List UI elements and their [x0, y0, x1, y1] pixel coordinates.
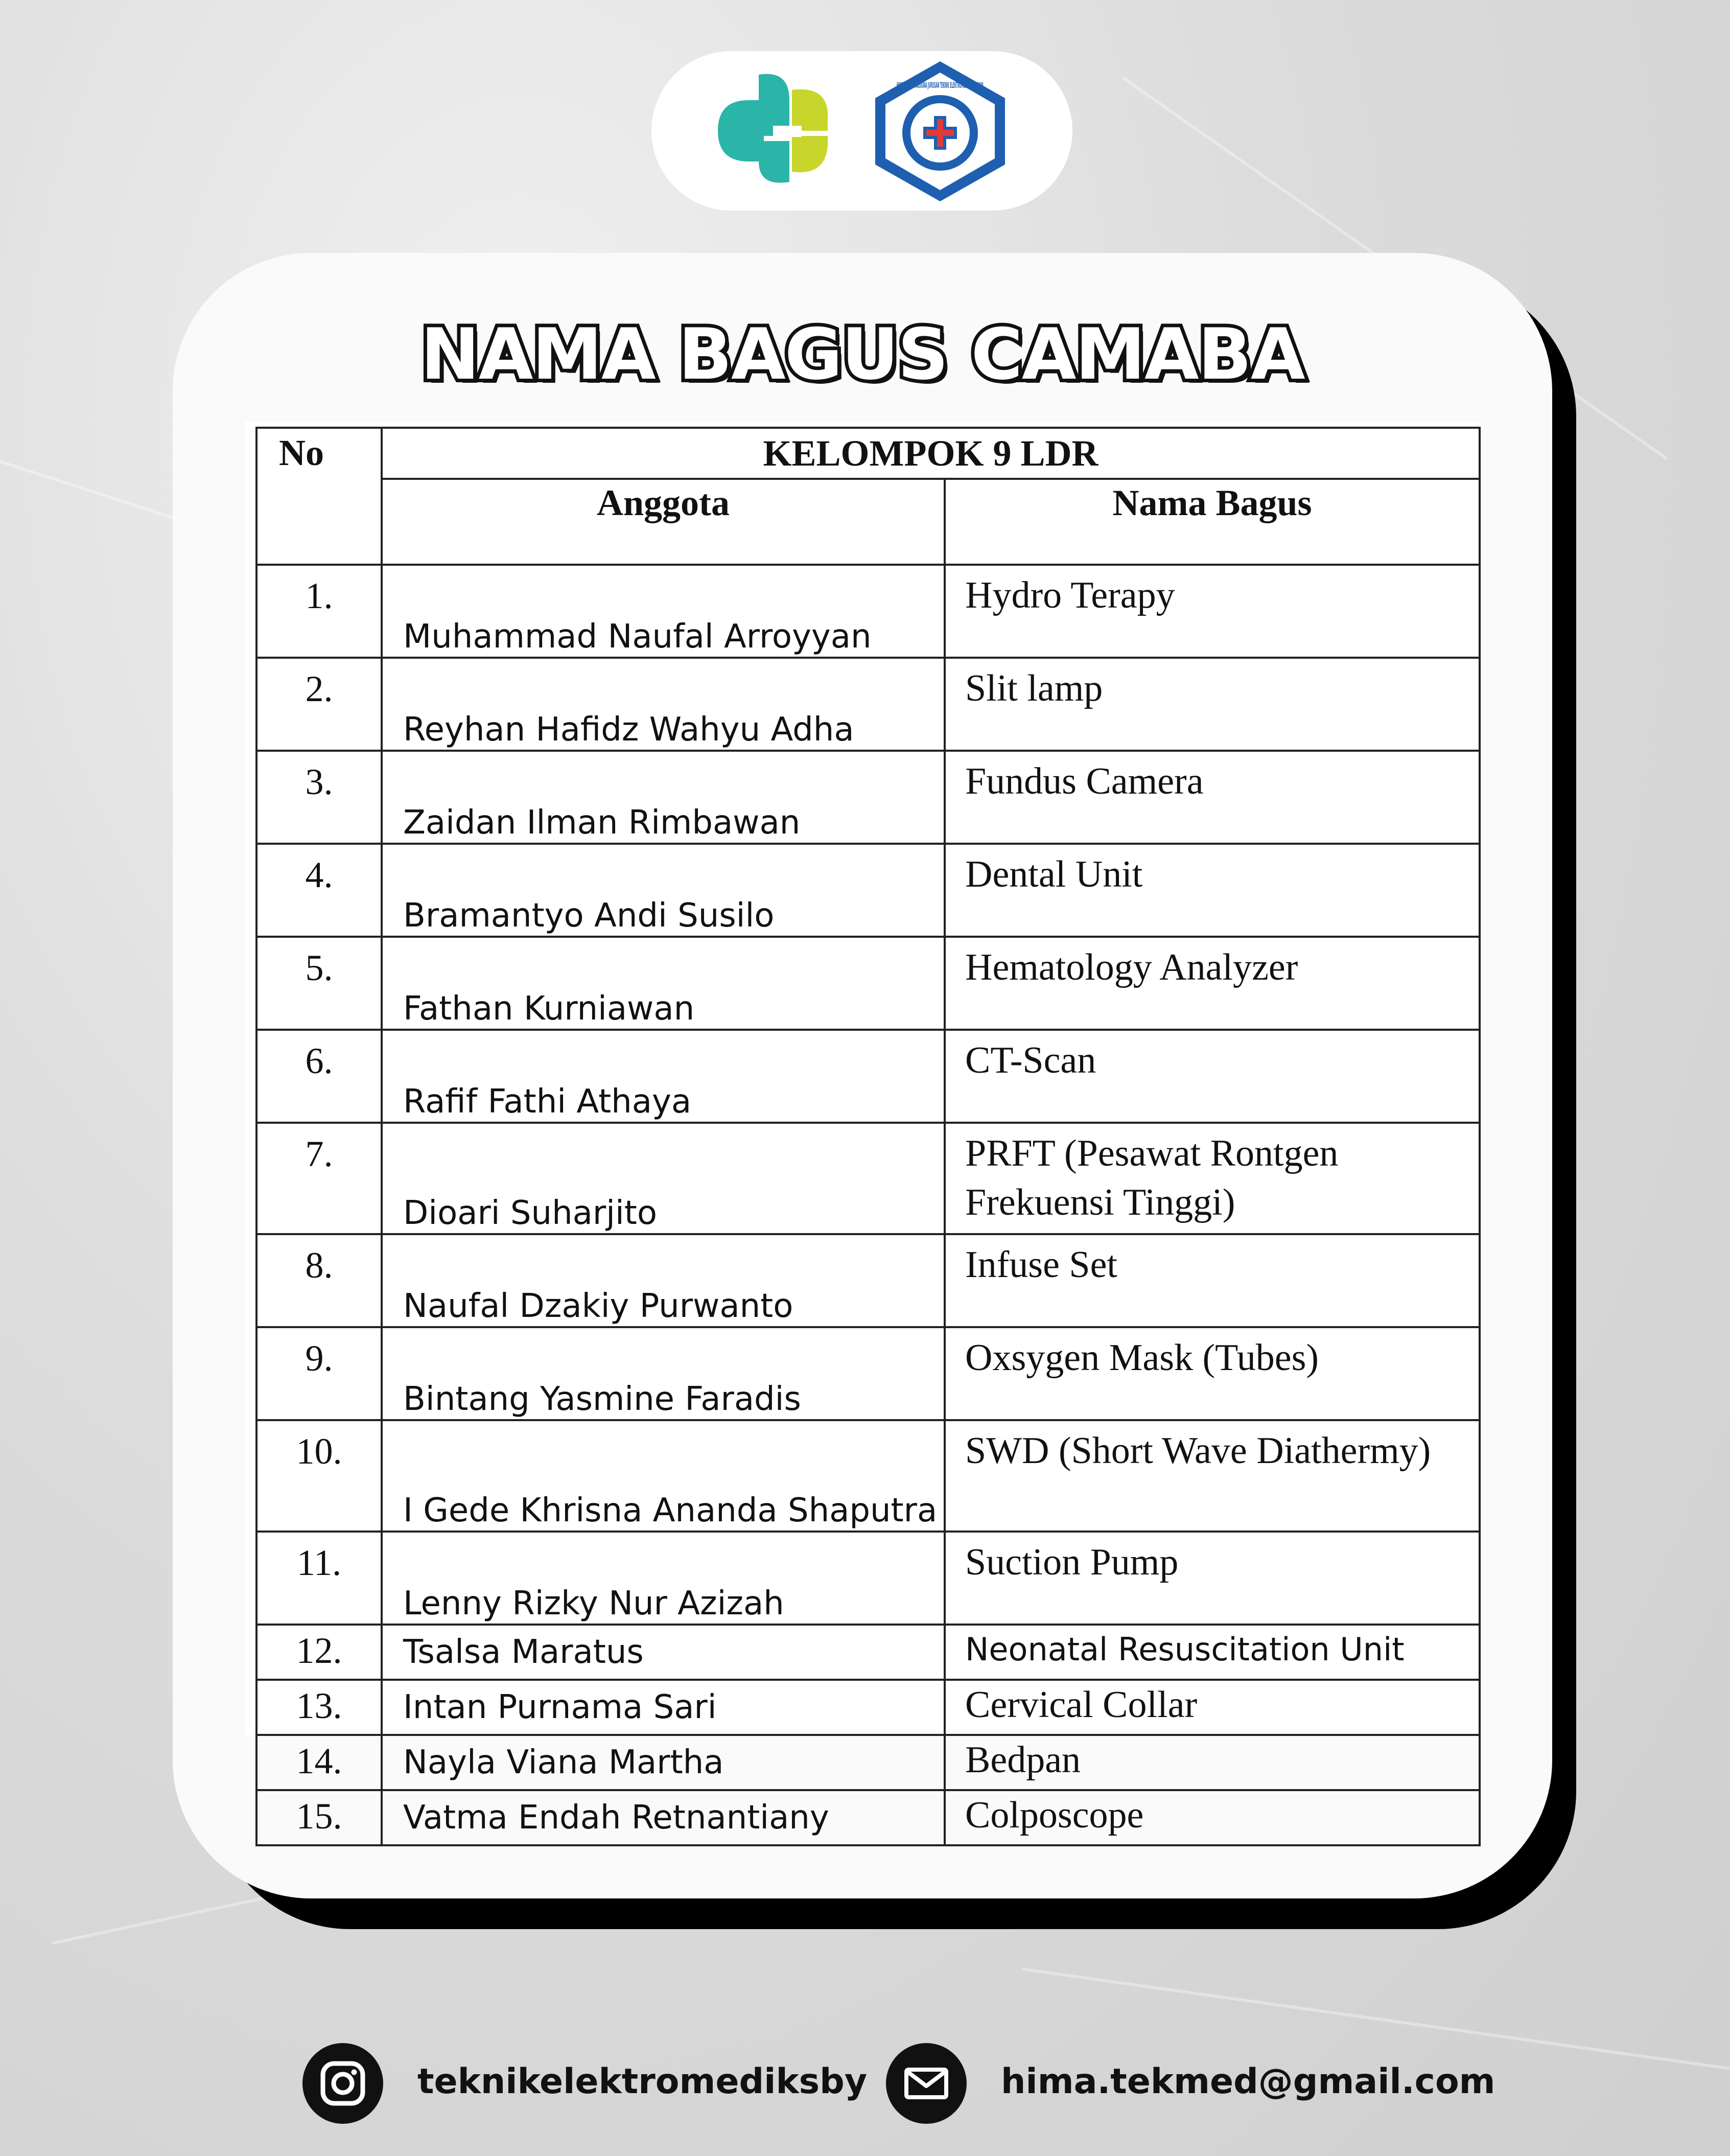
nama-bagus: PRFT (Pesawat Rontgen Frekuensi Tinggi) [945, 1123, 1480, 1234]
table-row [256, 1420, 1480, 1532]
instagram-handle[interactable]: teknikelektromediksby [417, 2061, 868, 2102]
member-name: Naufal Dzakiy Purwanto [382, 1234, 945, 1327]
row-number: 5. [256, 937, 382, 1030]
row-number: 9. [256, 1327, 382, 1420]
member-name: Bintang Yasmine Faradis [382, 1327, 945, 1420]
members-table [255, 427, 1481, 1846]
member-name: Reyhan Hafidz Wahyu Adha [382, 658, 945, 751]
row-number: 10. [256, 1420, 382, 1532]
member-name: Rafif Fathi Athaya [382, 1030, 945, 1123]
table-row [256, 1123, 1480, 1234]
logo-header [651, 51, 1072, 211]
nama-bagus: Hematology Analyzer [945, 937, 1480, 1030]
row-number: 2. [256, 658, 382, 751]
nama-bagus: Bedpan [945, 1735, 1480, 1790]
member-name: Nayla Viana Martha [382, 1735, 945, 1790]
nama-bagus: CT-Scan [945, 1030, 1480, 1123]
member-name: Muhammad Naufal Arroyyan [382, 565, 945, 658]
instagram-icon [320, 2060, 366, 2106]
member-name: I Gede Khrisna Ananda Shaputra [382, 1420, 945, 1532]
row-number: 13. [256, 1680, 382, 1735]
row-number: 11. [256, 1532, 382, 1625]
table-row [256, 1030, 1480, 1123]
table-row [256, 751, 1480, 844]
col-header-nama-bagus: Nama Bagus [945, 479, 1480, 565]
nama-bagus: Fundus Camera [945, 751, 1480, 844]
row-number: 8. [256, 1234, 382, 1327]
member-name: Dioari Suharjito [382, 1123, 945, 1234]
member-name: Tsalsa Maratus [382, 1625, 945, 1680]
nama-bagus: Hydro Terapy [945, 565, 1480, 658]
table-row [256, 1625, 1480, 1680]
table-row [256, 844, 1480, 937]
row-number: 7. [256, 1123, 382, 1234]
footer-instagram[interactable] [302, 2043, 868, 2125]
member-name: Intan Purnama Sari [382, 1680, 945, 1735]
page-title: NAMA BAGUS CAMABA [420, 313, 1304, 396]
mail-icon [903, 2060, 949, 2106]
row-number: 14. [256, 1735, 382, 1790]
nama-bagus: SWD (Short Wave Diathermy) [945, 1420, 1480, 1532]
nama-bagus: Infuse Set [945, 1234, 1480, 1327]
table-row [256, 937, 1480, 1030]
instagram-icon-badge [302, 2043, 383, 2124]
nama-bagus: Dental Unit [945, 844, 1480, 937]
row-number: 3. [256, 751, 382, 844]
nama-bagus: Oxsygen Mask (Tubes) [945, 1327, 1480, 1420]
email-address[interactable]: hima.tekmed@gmail.com [1001, 2061, 1495, 2102]
table-container [245, 422, 1480, 1837]
nama-bagus: Suction Pump [945, 1532, 1480, 1625]
col-header-anggota: Anggota [382, 479, 945, 565]
member-name: Fathan Kurniawan [382, 937, 945, 1030]
nama-bagus: Colposcope [945, 1790, 1480, 1845]
svg-text:HIMPUNAN MAHASISWA JURUSAN TEK: HIMPUNAN MAHASISWA JURUSAN TEKNIK ELEKTROMEDIK SURABAYA [897, 80, 984, 90]
kemenkes-logo-icon [708, 69, 835, 192]
table-row [256, 1790, 1480, 1845]
row-number: 12. [256, 1625, 382, 1680]
table-row [256, 1735, 1480, 1790]
content-card [173, 253, 1552, 1898]
footer-email[interactable] [886, 2043, 1499, 2125]
email-icon-badge [886, 2043, 967, 2124]
nama-bagus: Neonatal Resuscitation Unit [945, 1625, 1480, 1680]
nama-bagus: Cervical Collar [945, 1680, 1480, 1735]
table-row [256, 658, 1480, 751]
table-row [256, 1327, 1480, 1420]
table-row [256, 1680, 1480, 1735]
row-number: 15. [256, 1790, 382, 1845]
member-name: Zaidan Ilman Rimbawan [382, 751, 945, 844]
col-header-no: No [256, 428, 382, 565]
member-name: Bramantyo Andi Susilo [382, 844, 945, 937]
nama-bagus: Slit lamp [945, 658, 1480, 751]
hima-tekmed-logo-icon [866, 57, 1014, 205]
member-name: Lenny Rizky Nur Azizah [382, 1532, 945, 1625]
member-name: Vatma Endah Retnantiany [382, 1790, 945, 1845]
row-number: 6. [256, 1030, 382, 1123]
group-header: KELOMPOK 9 LDR [382, 428, 1480, 479]
table-row [256, 565, 1480, 658]
table-row [256, 1532, 1480, 1625]
row-number: 1. [256, 565, 382, 658]
table-row [256, 1234, 1480, 1327]
row-number: 4. [256, 844, 382, 937]
